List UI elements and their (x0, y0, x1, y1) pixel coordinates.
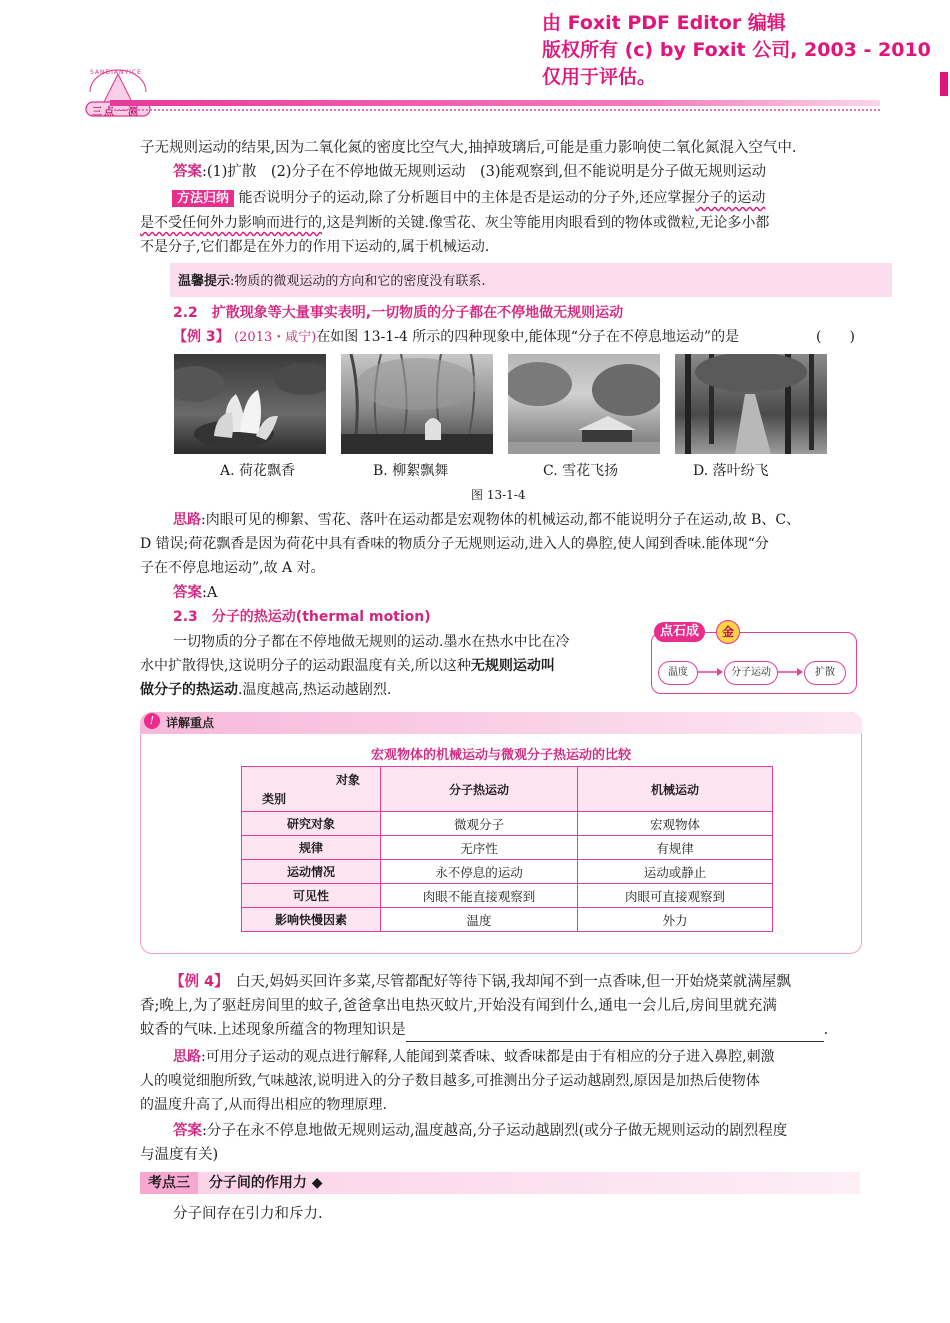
header-dotted-rule (110, 109, 880, 111)
answer-1 (173, 160, 873, 184)
para-2-3-line-2a: 水中扩散得快,这说明分子的运动跟温度有关,所以这种 (140, 658, 471, 674)
kaodian-heading (140, 1172, 323, 1194)
example-4-tag: 【例 4】 (170, 974, 222, 990)
watermark (542, 10, 931, 91)
table-title: 宏观物体的机械运动与微观分子热运动的比较 (370, 748, 631, 763)
watermark-line-3: 仅用于评估。 (542, 66, 657, 88)
think-1-line-2: D 错误;荷花飘香是因为荷花中具有香味的物质分子无规则运动,进入人的鼻腔,使人闻到香味.能体现“分 (140, 536, 769, 552)
method-text-underline-2: 是不受任何外力影响而进行的 (140, 215, 322, 231)
section-2-2-title: 扩散现象等大量事实表明,一切物质的分子都在不停地做无规则运动 (211, 305, 624, 321)
tip-text: :物质的微观运动的方向和它的密度没有联系. (230, 274, 486, 289)
answer-label: 答案 (173, 164, 202, 180)
para-top: 子无规则运动的结果,因为二氧化氮的密度比空气大,抽掉玻璃后,可能是重力影响使二氧化氮混入空气中. (140, 140, 797, 156)
answer-3-line-2: 与温度有关) (140, 1147, 219, 1163)
table-cell: 肉眼不能直接观察到 (381, 884, 578, 908)
think-2 (140, 1045, 870, 1117)
table-corner-cell (242, 767, 381, 812)
node-temperature: 温度 (658, 661, 698, 685)
kaodian-tag: 考点三 (140, 1172, 198, 1194)
last-para: 分子间存在引力和斥力. (173, 1206, 323, 1222)
sidebox-title-text: 点石成 (660, 624, 700, 639)
row-label: 运动情况 (242, 860, 381, 884)
table-cell: 外力 (578, 908, 773, 932)
node-diffusion: 扩散 (804, 661, 846, 685)
answer-blank[interactable] (406, 1025, 824, 1042)
caption-d: D. 落叶纷飞 (693, 463, 769, 479)
method-text-c: 不是分子,它们都是在外力的作用下运动的,属于机械运动. (140, 239, 490, 255)
corner-bottom: 类别 (262, 792, 287, 806)
watermark-line-1: 由 Foxit PDF Editor 编辑 (542, 12, 786, 34)
section-2-2-heading (173, 302, 623, 322)
photo-willow (341, 354, 493, 454)
row-label: 研究对象 (242, 812, 381, 836)
answer-2-text: :A (202, 585, 218, 601)
watermark-bar (940, 72, 948, 96)
tip-content (178, 270, 486, 289)
header-rule (110, 100, 880, 106)
caption-b: B. 柳絮飘舞 (373, 463, 449, 479)
para-2-3-line-3a: 做分子的热运动 (140, 682, 238, 698)
figure-label: 图 13-1-4 (471, 488, 526, 502)
method-text-b: ,这是判断的关键.像雪花、灰尘等能用肉眼看到的物体或微粒,无论多小都 (322, 215, 770, 231)
table-cell: 永不停息的运动 (381, 860, 578, 884)
table-cell: 有规律 (578, 836, 773, 860)
watermark-line-2: 版权所有 (c) by Foxit 公司, 2003 - 2010 (542, 39, 931, 61)
think-2-label: 思路 (173, 1049, 201, 1065)
section-2-3-num: 2.3 (173, 609, 198, 625)
method-tag: 方法归纳 (172, 190, 234, 207)
photo-leaves (675, 354, 827, 454)
table-cell: 肉眼可直接观察到 (578, 884, 773, 908)
think-1-line-1: :肉眼可见的柳絮、雪花、落叶在运动都是宏观物体的机械运动,都不能说明分子在运动,故 B、C、 (201, 512, 801, 528)
example-3-tag: 【例 3】 (173, 329, 230, 345)
para-2-3-line-2b: 无规则运动叫 (470, 658, 555, 674)
arrow-icon-2 (777, 666, 803, 678)
example-3-paren: ( ) (816, 329, 855, 345)
detail-icon: ! (144, 713, 160, 729)
example-3-text: 在如图 13-1-4 所示的四种现象中,能体现“分子在不停息地运动”的是 (316, 329, 740, 345)
table-row (242, 860, 773, 884)
think-1-label: 思路 (173, 512, 201, 528)
example-4-line-3: 蚊香的气味.上述现象所蕴含的物理知识是 (140, 1022, 406, 1038)
table-row (242, 812, 773, 836)
answer-3 (140, 1119, 870, 1167)
logo-text: 三点一测 (92, 107, 140, 118)
row-label: 影响快慢因素 (242, 908, 381, 932)
caption-c: C. 雪花飞扬 (543, 463, 619, 479)
think-1-line-3: 子在不停息地运动”,故 A 对。 (140, 560, 325, 576)
sidebox-badge: 金 (716, 620, 740, 644)
example-4-end: . (823, 1022, 829, 1038)
section-2-3-title: 分子的热运动(thermal motion) (211, 609, 431, 625)
answer-3-label: 答案 (173, 1123, 202, 1139)
example-4-line-1: 白天,妈妈买回许多菜,尽管都配好等待下锅,我却闻不到一点香味,但一开始烧菜就满屋飘 (235, 974, 791, 990)
example-3-source: (2013・咸宁) (234, 330, 317, 345)
para-2-3-line-1: 一切物质的分子都在不停地做无规则的运动.墨水在热水中比在冷 (173, 634, 570, 650)
table-cell: 无序性 (381, 836, 578, 860)
comparison-table (241, 766, 773, 932)
table-cell: 微观分子 (381, 812, 578, 836)
row-label: 可见性 (242, 884, 381, 908)
detail-box-head (140, 712, 862, 734)
think-2-line-2: 人的嗅觉细胞所致,气味越浓,说明进入的分子数目越多,可推测出分子运动越剧烈,原因是加热后使物体 (140, 1073, 760, 1089)
think-2-line-1: :可用分子运动的观点进行解释,人能闻到菜香味、蚊香味都是由于有相应的分子进入鼻腔,刺激 (201, 1049, 775, 1065)
table-cell: 运动或静止 (578, 860, 773, 884)
method-summary (140, 186, 865, 259)
example-3 (173, 325, 873, 350)
sidebox-title (654, 622, 705, 642)
column-header: 分子热运动 (381, 767, 578, 812)
table-cell: 宏观物体 (578, 812, 773, 836)
answer-2 (173, 581, 217, 605)
logo-arc-text: SANDIANYICE (90, 69, 142, 76)
row-label: 规律 (242, 836, 381, 860)
kaodian-mark: ◆ (311, 1175, 323, 1191)
section-2-2-num: 2.2 (173, 305, 198, 321)
table-row (242, 836, 773, 860)
answer-3-line-1: :分子在永不停息地做无规则运动,温度越高,分子运动越剧烈(或分子做无规则运动的剧烈程度 (202, 1123, 788, 1139)
method-text-a: 能否说明分子的运动,除了分析题目中的主体是否是运动的分子外,还应掌握 (238, 190, 696, 206)
example-4-line-2: 香;晚上,为了驱赶房间里的蚊子,爸爸拿出电热灭蚊片,开始没有闻到什么,通电一会儿后,房间里就充满 (140, 998, 777, 1014)
column-header: 机械运动 (578, 767, 773, 812)
corner-top: 对象 (335, 773, 360, 787)
kaodian-title: 分子间的作用力 (208, 1175, 307, 1191)
table-cell: 温度 (381, 908, 578, 932)
arrow-icon-1 (697, 666, 723, 678)
section-2-3-heading (173, 606, 431, 626)
para-2-3 (140, 630, 635, 702)
caption-a: A. 荷花飘香 (220, 463, 296, 479)
example-4 (140, 970, 865, 1042)
think-1 (140, 508, 870, 580)
node-molecular-motion: 分子运动 (724, 661, 778, 685)
answer-2-label: 答案 (173, 585, 202, 601)
table-row (242, 884, 773, 908)
answer-text: :(1)扩散 (2)分子在不停地做无规则运动 (3)能观察到,但不能说明是分子做无规则运动 (202, 164, 767, 180)
para-2-3-line-3b: .温度越高,热运动越剧烈. (238, 682, 392, 698)
method-text-underline-1: 分子的运动 (695, 190, 766, 206)
photo-lotus (174, 354, 326, 454)
detail-head-text: 详解重点 (166, 716, 215, 730)
photo-snow (508, 354, 660, 454)
think-2-line-3: 的温度升高了,从而得出相应的物理原理. (140, 1097, 387, 1113)
table-row (242, 908, 773, 932)
tip-label: 温馨提示 (178, 274, 231, 289)
